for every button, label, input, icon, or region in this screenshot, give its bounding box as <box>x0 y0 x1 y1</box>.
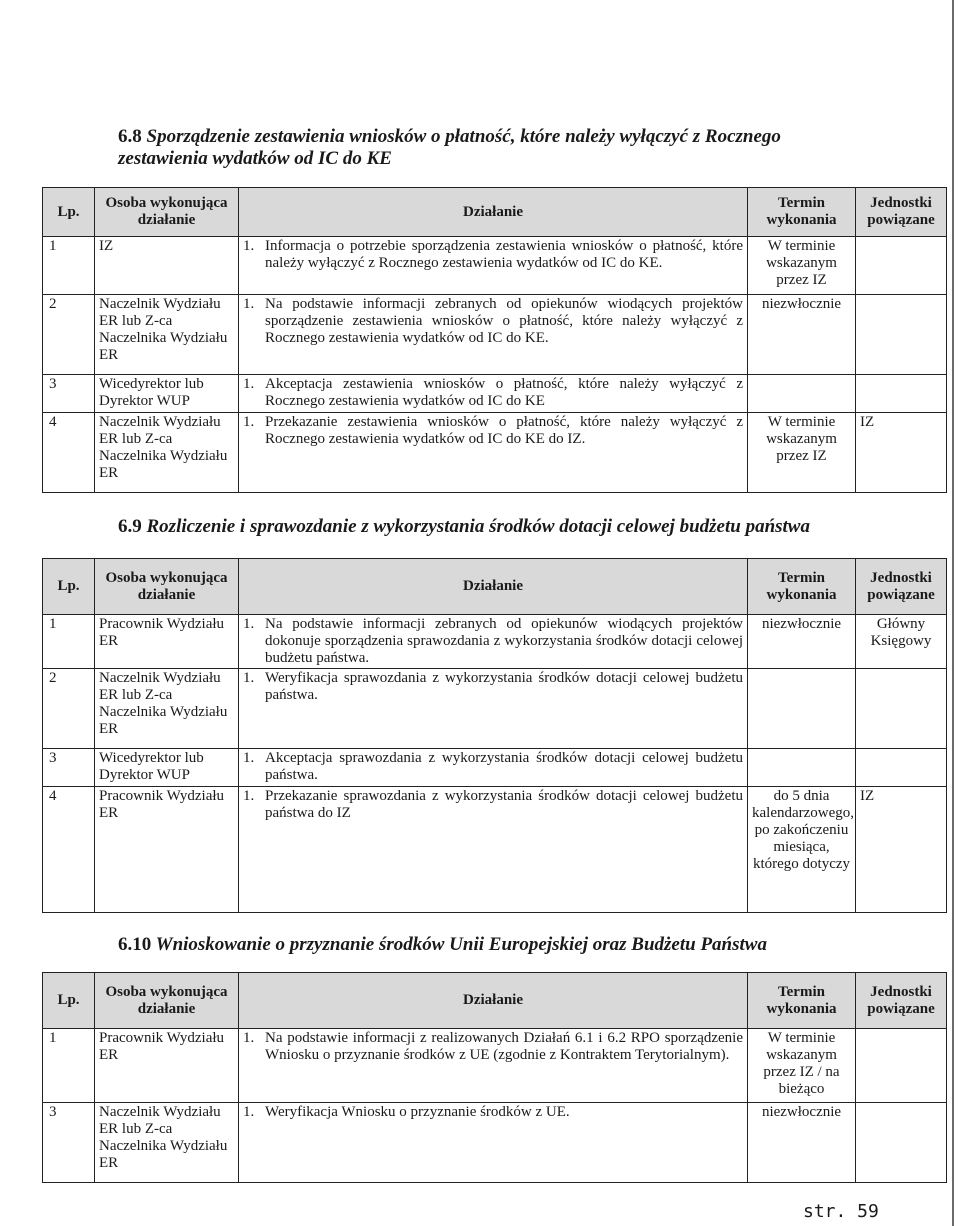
action-text: Przekazanie zestawienia wniosków o płatność, które należy wyłączyć z Rocznego zestawienia wydatków od IC do KE do IZ. <box>265 414 743 447</box>
header-dzialanie: Działanie <box>239 973 748 1029</box>
header-row <box>43 559 947 615</box>
action-number: 1. <box>243 414 255 430</box>
row-person: Naczelnik Wydziału ER lub Z-ca Naczelnika Wydziału ER <box>95 1103 239 1183</box>
row-term: niezwłocznie <box>748 295 856 375</box>
row-lp: 4 <box>43 413 95 493</box>
row-units <box>856 669 947 749</box>
row-term: niezwłocznie <box>748 1103 856 1183</box>
header-lp: Lp. <box>43 973 95 1029</box>
row-lp: 2 <box>43 669 95 749</box>
table-row <box>43 669 947 749</box>
action-text: Na podstawie informacji zebranych od opiekunów wiodących projektów dokonuje sporządzenia sprawozdania z wykorzystania środków dotacji celowej budżetu państwa. <box>265 616 743 666</box>
row-units: IZ <box>856 787 947 913</box>
header-lp: Lp. <box>43 559 95 615</box>
page-number: str. 59 <box>803 1201 879 1222</box>
row-units: IZ <box>856 413 947 493</box>
action-number: 1. <box>243 788 255 804</box>
row-action <box>239 615 748 669</box>
row-lp: 4 <box>43 787 95 913</box>
table-row <box>43 749 947 787</box>
table-row <box>43 375 947 413</box>
row-lp: 1 <box>43 237 95 295</box>
section-title-6-9 <box>118 516 918 538</box>
row-person: Wicedyrektor lub Dyrektor WUP <box>95 375 239 413</box>
header-row <box>43 973 947 1029</box>
row-action <box>239 237 748 295</box>
row-units <box>856 1029 947 1103</box>
action-text: Przekazanie sprawozdania z wykorzystania środków dotacji celowej budżetu państwa do IZ <box>265 788 743 821</box>
action-number: 1. <box>243 670 255 686</box>
section-title-6-8 <box>118 126 838 170</box>
header-jednostki: Jednostki powiązane <box>856 188 947 237</box>
action-number: 1. <box>243 376 255 392</box>
row-action <box>239 1103 748 1183</box>
row-term <box>748 669 856 749</box>
table-row <box>43 615 947 669</box>
action-text: Informacja o potrzebie sporządzenia zestawienia wniosków o płatność, które należy wyłączyć z Rocznego zestawienia wydatków od IC do KE. <box>265 238 743 271</box>
scan-edge-line <box>952 0 954 1226</box>
action-text: Akceptacja sprawozdania z wykorzystania środków dotacji celowej budżetu państwa. <box>265 750 743 783</box>
header-row <box>43 188 947 237</box>
section-number: 6.10 <box>118 934 152 955</box>
row-action <box>239 413 748 493</box>
row-units <box>856 237 947 295</box>
action-number: 1. <box>243 616 255 632</box>
row-person: Pracownik Wydziału ER <box>95 787 239 913</box>
header-osoba: Osoba wykonująca działanie <box>95 188 239 237</box>
row-person: Pracownik Wydziału ER <box>95 1029 239 1103</box>
header-termin: Termin wykonania <box>748 973 856 1029</box>
row-action <box>239 295 748 375</box>
row-person: Wicedyrektor lub Dyrektor WUP <box>95 749 239 787</box>
section-title-text: Wnioskowanie o przyznanie środków Unii Europejskiej oraz Budżetu Państwa <box>155 934 767 955</box>
table-6-8 <box>42 187 947 493</box>
row-person: Pracownik Wydziału ER <box>95 615 239 669</box>
row-units <box>856 1103 947 1183</box>
header-termin: Termin wykonania <box>748 559 856 615</box>
row-lp: 3 <box>43 749 95 787</box>
row-units <box>856 375 947 413</box>
header-dzialanie: Działanie <box>239 188 748 237</box>
action-text: Weryfikacja Wniosku o przyznanie środków z UE. <box>265 1104 570 1120</box>
action-text: Na podstawie informacji zebranych od opiekunów wiodących projektów sporządzenie zestawienia wniosków o płatność, które należy wyłączyć z Rocznego zestawienia wydatków od IC do KE. <box>265 296 743 346</box>
action-number: 1. <box>243 238 255 254</box>
row-lp: 3 <box>43 375 95 413</box>
header-dzialanie: Działanie <box>239 559 748 615</box>
row-lp: 2 <box>43 295 95 375</box>
row-person: Naczelnik Wydziału ER lub Z-ca Naczelnika Wydziału ER <box>95 413 239 493</box>
row-units: Główny Księgowy <box>856 615 947 669</box>
header-lp: Lp. <box>43 188 95 237</box>
table-row <box>43 413 947 493</box>
row-term: W terminie wskazanym przez IZ <box>748 237 856 295</box>
row-action <box>239 749 748 787</box>
row-units <box>856 749 947 787</box>
action-number: 1. <box>243 1030 255 1046</box>
row-term <box>748 375 856 413</box>
table-row <box>43 1103 947 1183</box>
section-title-text: Sporządzenie zestawienia wniosków o płatność, które należy wyłączyć z Rocznego zestawienia wydatków od IC do KE <box>118 126 781 169</box>
action-text: Na podstawie informacji z realizowanych Działań 6.1 i 6.2 RPO sporządzenie Wniosku o przyznanie środków z UE (zgodnie z Kontraktem Terytorialnym). <box>265 1030 743 1063</box>
section-number: 6.9 <box>118 516 142 537</box>
table-row <box>43 787 947 913</box>
table-6-9 <box>42 558 947 913</box>
row-term: W terminie wskazanym przez IZ / na bieżąco <box>748 1029 856 1103</box>
action-text: Akceptacja zestawienia wniosków o płatność, które należy wyłączyć z Rocznego zestawienia wydatków od IC do KE <box>265 376 743 409</box>
action-number: 1. <box>243 1104 255 1120</box>
row-person: IZ <box>95 237 239 295</box>
row-action <box>239 787 748 913</box>
table-row <box>43 1029 947 1103</box>
section-title-6-10 <box>118 934 918 956</box>
row-term: niezwłocznie <box>748 615 856 669</box>
row-action <box>239 669 748 749</box>
row-term: do 5 dnia kalendarzowego, po zakończeniu miesiąca, którego dotyczy <box>748 787 856 913</box>
row-person: Naczelnik Wydziału ER lub Z-ca Naczelnika Wydziału ER <box>95 295 239 375</box>
action-text: Weryfikacja sprawozdania z wykorzystania środków dotacji celowej budżetu państwa. <box>265 670 743 703</box>
header-jednostki: Jednostki powiązane <box>856 973 947 1029</box>
row-term <box>748 749 856 787</box>
header-jednostki: Jednostki powiązane <box>856 559 947 615</box>
header-termin: Termin wykonania <box>748 188 856 237</box>
section-title-text: Rozliczenie i sprawozdanie z wykorzystania środków dotacji celowej budżetu państwa <box>146 516 810 537</box>
row-term: W terminie wskazanym przez IZ <box>748 413 856 493</box>
table-row <box>43 295 947 375</box>
action-number: 1. <box>243 296 255 312</box>
header-osoba: Osoba wykonująca działanie <box>95 559 239 615</box>
row-units <box>856 295 947 375</box>
table-6-10 <box>42 972 947 1183</box>
row-lp: 1 <box>43 1029 95 1103</box>
header-osoba: Osoba wykonująca działanie <box>95 973 239 1029</box>
row-lp: 1 <box>43 615 95 669</box>
row-action <box>239 375 748 413</box>
section-number: 6.8 <box>118 126 142 147</box>
action-number: 1. <box>243 750 255 766</box>
row-lp: 3 <box>43 1103 95 1183</box>
row-action <box>239 1029 748 1103</box>
row-person: Naczelnik Wydziału ER lub Z-ca Naczelnika Wydziału ER <box>95 669 239 749</box>
table-row <box>43 237 947 295</box>
